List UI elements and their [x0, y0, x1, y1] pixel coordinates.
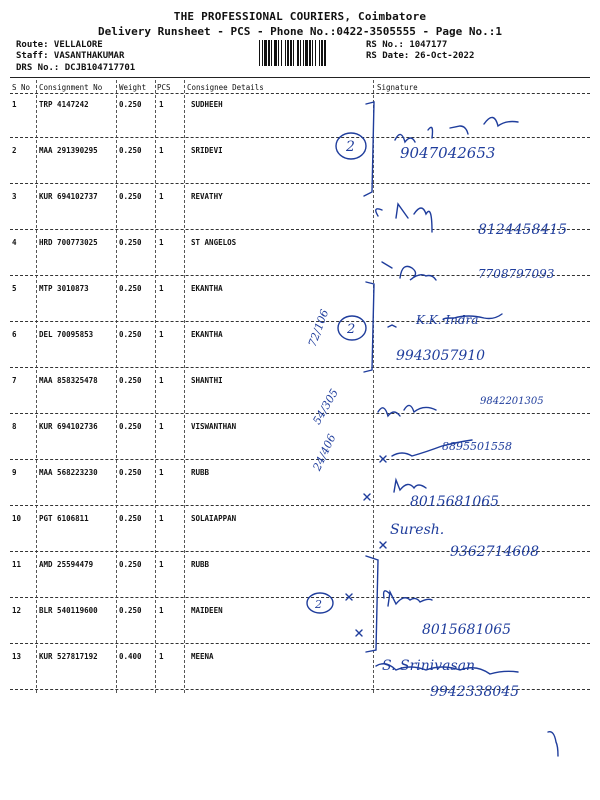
handwritten-phone: 8015681065: [410, 494, 500, 510]
row-consignee: SHANTHI: [191, 376, 223, 385]
signature-scribble: [346, 594, 362, 636]
col-divider: [184, 80, 185, 693]
row-pcs: 1: [159, 468, 164, 477]
row-separator: [10, 321, 590, 322]
circled-number: [338, 316, 366, 340]
handwritten-phone: 7708797093: [478, 267, 555, 281]
handwritten-phone: 9842201305: [480, 396, 544, 407]
row-sno: 2: [12, 146, 17, 155]
rs-number: RS No.: 1047177: [366, 40, 448, 50]
margin-checkmark: [548, 732, 558, 756]
barcode: [258, 40, 360, 66]
row-consignment-no: KUR 694102737: [39, 192, 98, 201]
row-weight: 0.250: [119, 560, 142, 569]
row-weight: 0.400: [119, 652, 142, 661]
col-header-consignee: Consignee Details: [187, 83, 264, 92]
row-separator: [10, 137, 590, 138]
handwritten-name: Suresh.: [390, 522, 445, 538]
row-separator: [10, 505, 590, 506]
row-sno: 1: [12, 100, 17, 109]
col-header-signature: Signature: [377, 83, 418, 92]
row-consignee: EKANTHA: [191, 284, 223, 293]
row-consignee: SRIDEVI: [191, 146, 223, 155]
row-weight: 0.250: [119, 100, 142, 109]
row-consignment-no: DEL 70095853: [39, 330, 94, 339]
row-weight: 0.250: [119, 514, 142, 523]
row-pcs: 1: [159, 146, 164, 155]
row-weight: 0.250: [119, 376, 142, 385]
row-separator: [10, 183, 590, 184]
row-consignment-no: HRD 700773025: [39, 238, 98, 247]
circled-number: [307, 593, 333, 613]
row-sno: 11: [12, 560, 22, 569]
handwritten-phone: 9362714608: [450, 544, 540, 560]
col-divider: [373, 80, 374, 693]
header-bottom-rule: [10, 93, 590, 94]
handwritten-phone: 9047042653: [400, 144, 496, 162]
row-pcs: 1: [159, 284, 164, 293]
signature-scribble: [384, 591, 432, 606]
signature-scribble: [395, 117, 518, 142]
col-header-pcs: PCS: [157, 83, 171, 92]
row-weight: 0.250: [119, 192, 142, 201]
row-consignee: VISWANTHAN: [191, 422, 237, 431]
row-sno: 8: [12, 422, 17, 431]
bracket-mark: [366, 556, 378, 652]
row-weight: 0.250: [119, 284, 142, 293]
row-consignee: MAIDEEN: [191, 606, 223, 615]
row-sno: 5: [12, 284, 17, 293]
header-top-rule: [10, 77, 590, 78]
row-separator: [10, 689, 590, 690]
row-pcs: 1: [159, 238, 164, 247]
row-weight: 0.250: [119, 238, 142, 247]
col-header-consignment: Consignment No: [39, 83, 103, 92]
row-consignee: RUBB: [191, 468, 210, 477]
row-weight: 0.250: [119, 330, 142, 339]
row-consignment-no: KUR 694102736: [39, 422, 98, 431]
row-consignee: SOLAIAPPAN: [191, 514, 237, 523]
route-label: Route: VELLALORE: [16, 40, 103, 50]
col-header-sno: S No: [12, 83, 31, 92]
handwritten-name: S. Srinivasan: [382, 658, 476, 674]
row-pcs: 1: [159, 652, 164, 661]
row-separator: [10, 275, 590, 276]
row-pcs: 1: [159, 422, 164, 431]
circled-number-text: 2: [315, 598, 322, 611]
col-divider: [36, 80, 37, 693]
staff-label: Staff: VASANTHAKUMAR: [16, 51, 125, 61]
row-consignee: EKANTHA: [191, 330, 223, 339]
signature-scribble: [376, 204, 432, 232]
row-separator: [10, 367, 590, 368]
row-consignee: SUDHEEH: [191, 100, 223, 109]
col-divider: [116, 80, 117, 693]
row-consignment-no: MAA 568223230: [39, 468, 98, 477]
row-consignment-no: MAA 858325478: [39, 376, 98, 385]
row-weight: 0.250: [119, 146, 142, 155]
row-sno: 13: [12, 652, 22, 661]
signature-scribble: [382, 262, 436, 280]
row-pcs: 1: [159, 100, 164, 109]
handwritten-note: 72/106: [305, 307, 332, 349]
row-sno: 6: [12, 330, 17, 339]
row-pcs: 1: [159, 330, 164, 339]
handwritten-phone: 8895501558: [442, 440, 512, 453]
row-separator: [10, 413, 590, 414]
row-sno: 4: [12, 238, 17, 247]
row-consignment-no: TRP 4147242: [39, 100, 89, 109]
circled-number-text: 2: [347, 322, 356, 337]
row-pcs: 1: [159, 514, 164, 523]
signature-scribble: [380, 542, 386, 548]
row-consignment-no: MAA 291390295: [39, 146, 98, 155]
col-divider: [155, 80, 156, 693]
rs-date: RS Date: 26-Oct-2022: [366, 51, 475, 61]
row-pcs: 1: [159, 192, 164, 201]
handwritten-phone: 8015681065: [422, 622, 512, 638]
row-sno: 9: [12, 468, 17, 477]
row-sno: 10: [12, 514, 22, 523]
row-separator: [10, 551, 590, 552]
row-consignee: REVATHY: [191, 192, 223, 201]
row-sno: 12: [12, 606, 22, 615]
row-consignment-no: KUR 527817192: [39, 652, 98, 661]
circled-number-text: 2: [346, 139, 355, 155]
handwritten-phone: 9943057910: [396, 348, 486, 364]
row-consignee: ST ANGELOS: [191, 238, 237, 247]
row-weight: 0.250: [119, 606, 142, 615]
handwritten-note: 24/406: [310, 432, 339, 473]
signature-scribble: [378, 405, 436, 416]
row-consignment-no: BLR 540119600: [39, 606, 98, 615]
row-separator: [10, 459, 590, 460]
row-consignment-no: PGT 6106811: [39, 514, 89, 523]
signature-scribble: [376, 664, 518, 674]
col-header-weight: Weight: [119, 83, 147, 92]
row-pcs: 1: [159, 560, 164, 569]
handwritten-name: K.K. Indra: [416, 313, 479, 327]
handwritten-note: 54/305: [310, 386, 341, 427]
row-sno: 7: [12, 376, 17, 385]
row-consignee: MEENA: [191, 652, 214, 661]
runsheet-title: THE PROFESSIONAL COURIERS, Coimbatore: [173, 10, 427, 23]
row-weight: 0.250: [119, 422, 142, 431]
handwritten-phone: 9942338045: [430, 684, 520, 700]
row-separator: [10, 597, 590, 598]
row-separator: [10, 643, 590, 644]
row-weight: 0.250: [119, 468, 142, 477]
drs-label: DRS No.: DCJB104717701: [16, 63, 136, 73]
row-pcs: 1: [159, 606, 164, 615]
row-consignment-no: MTP 3010873: [39, 284, 89, 293]
row-consignment-no: AMD 25594479: [39, 560, 94, 569]
handwritten-phone: 8124458415: [478, 222, 568, 238]
runsheet-subtitle: Delivery Runsheet - PCS - Phone No.:0422-3505555 - Page No.:1: [98, 25, 502, 38]
row-separator: [10, 229, 590, 230]
row-sno: 3: [12, 192, 17, 201]
row-pcs: 1: [159, 376, 164, 385]
row-consignee: RUBB: [191, 560, 210, 569]
